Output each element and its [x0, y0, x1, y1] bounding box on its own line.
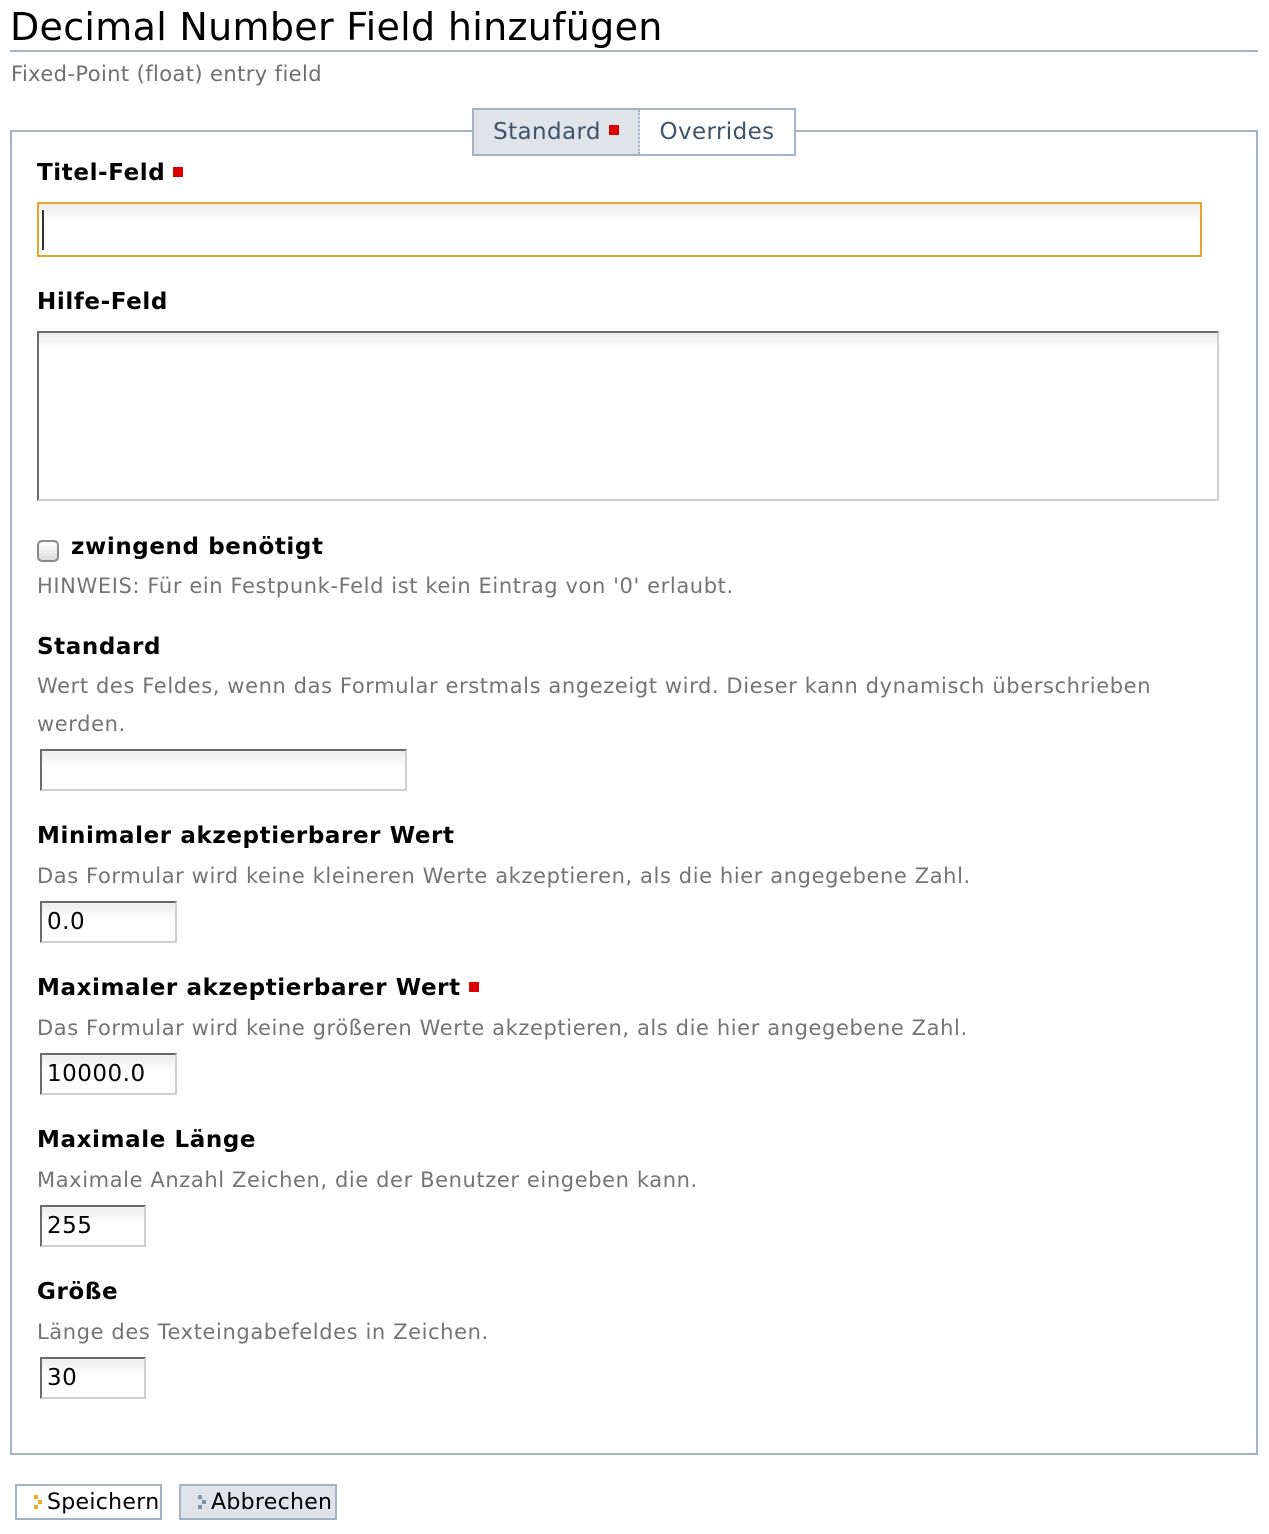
max-length-label: Maximale Länge — [37, 1127, 257, 1153]
tab-standard-label: Standard — [493, 119, 601, 145]
tab-overrides[interactable] — [640, 110, 794, 154]
tab-overrides-label: Overrides — [659, 119, 775, 145]
required-checkbox-label: zwingend benötigt — [71, 534, 324, 560]
required-marker — [469, 982, 479, 992]
cancel-button[interactable] — [179, 1484, 337, 1520]
title-field-label — [37, 160, 183, 186]
title-field-label-text: Titel-Feld — [37, 160, 166, 186]
cancel-icon — [198, 1495, 206, 1509]
tab-standard[interactable] — [474, 110, 640, 154]
tab-bar — [472, 108, 796, 156]
max-value-label — [37, 975, 479, 1001]
help-textarea[interactable] — [37, 331, 1219, 501]
size-label: Größe — [37, 1279, 119, 1305]
cancel-button-label: Abbrechen — [211, 1489, 333, 1515]
size-help: Länge des Texteingabefeldes in Zeichen. — [37, 1320, 489, 1344]
required-note: HINWEIS: Für ein Festpunk-Feld ist kein Eintrag von '0' erlaubt. — [37, 574, 734, 598]
min-value-input[interactable] — [40, 901, 177, 943]
size-input[interactable] — [40, 1357, 146, 1399]
save-button[interactable] — [15, 1484, 162, 1520]
default-label: Standard — [37, 634, 162, 660]
save-button-label: Speichern — [47, 1489, 160, 1515]
page-title: Decimal Number Field hinzufügen — [10, 4, 1258, 52]
max-value-label-text: Maximaler akzeptierbarer Wert — [37, 975, 461, 1001]
required-marker — [609, 125, 619, 135]
title-input[interactable] — [37, 202, 1202, 257]
default-input[interactable] — [40, 749, 407, 791]
max-value-help: Das Formular wird keine größeren Werte akzeptieren, als die hier angegebene Zahl. — [37, 1016, 968, 1040]
default-help-line2: werden. — [37, 712, 126, 736]
required-marker — [173, 167, 183, 177]
min-value-help: Das Formular wird keine kleineren Werte akzeptieren, als die hier angegebene Zahl. — [37, 864, 971, 888]
max-value-input[interactable] — [40, 1053, 177, 1095]
max-length-help: Maximale Anzahl Zeichen, die der Benutzer eingeben kann. — [37, 1168, 698, 1192]
default-help-line1: Wert des Feldes, wenn das Formular erstmals angezeigt wird. Dieser kann dynamisch überschrieben — [37, 674, 1152, 698]
max-length-input[interactable] — [40, 1205, 146, 1247]
help-field-label: Hilfe-Feld — [37, 289, 168, 315]
text-caret — [42, 210, 44, 250]
save-icon — [34, 1495, 42, 1509]
page-description: Fixed-Point (float) entry field — [11, 62, 322, 86]
form-fieldset — [10, 130, 1258, 1455]
required-checkbox[interactable] — [37, 540, 59, 562]
min-value-label: Minimaler akzeptierbarer Wert — [37, 823, 455, 849]
